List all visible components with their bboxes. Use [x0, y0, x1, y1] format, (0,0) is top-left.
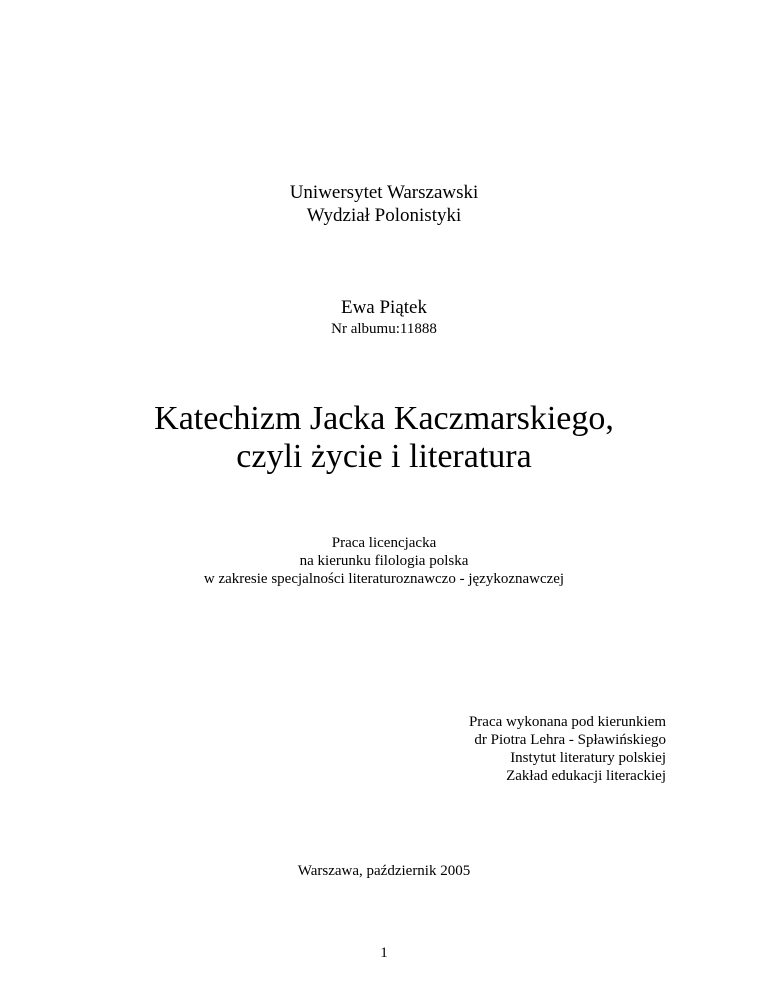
supervision-block: [469, 713, 666, 785]
specialization: w zakresie specjalności literaturoznawczo - językoznawczej: [203, 571, 565, 587]
place-and-date: [0, 862, 768, 880]
supervision-label: Praca wykonana pod kierunkiem: [468, 714, 666, 730]
thesis-title-line-1: Katechizm Jacka Kaczmarskiego,: [154, 400, 614, 437]
album-number: Nr albumu:11888: [331, 321, 437, 337]
faculty-name: Wydział Polonistyki: [306, 205, 462, 226]
thesis-title: [0, 400, 768, 476]
page-number-text: 1: [380, 945, 388, 961]
supervisor-name: dr Piotra Lehra - Spławińskiego: [474, 732, 666, 748]
page-number: [0, 944, 768, 962]
thesis-type: Praca licencjacka: [331, 535, 437, 551]
university-name: Uniwersytet Warszawski: [289, 182, 479, 203]
author-name: Ewa Piątek: [340, 297, 427, 318]
thesis-title-line-2: czyli życie i literatura: [236, 438, 532, 475]
thesis-info: [0, 534, 768, 588]
author-block: [0, 297, 768, 319]
place-date-text: Warszawa, październik 2005: [297, 863, 471, 879]
department-name: Zakład edukacji literackiej: [506, 768, 666, 784]
university-header: [0, 181, 768, 227]
album-number-block: [0, 320, 768, 338]
field-of-study: na kierunku filologia polska: [299, 553, 469, 569]
institute-name: Instytut literatury polskiej: [510, 750, 666, 766]
